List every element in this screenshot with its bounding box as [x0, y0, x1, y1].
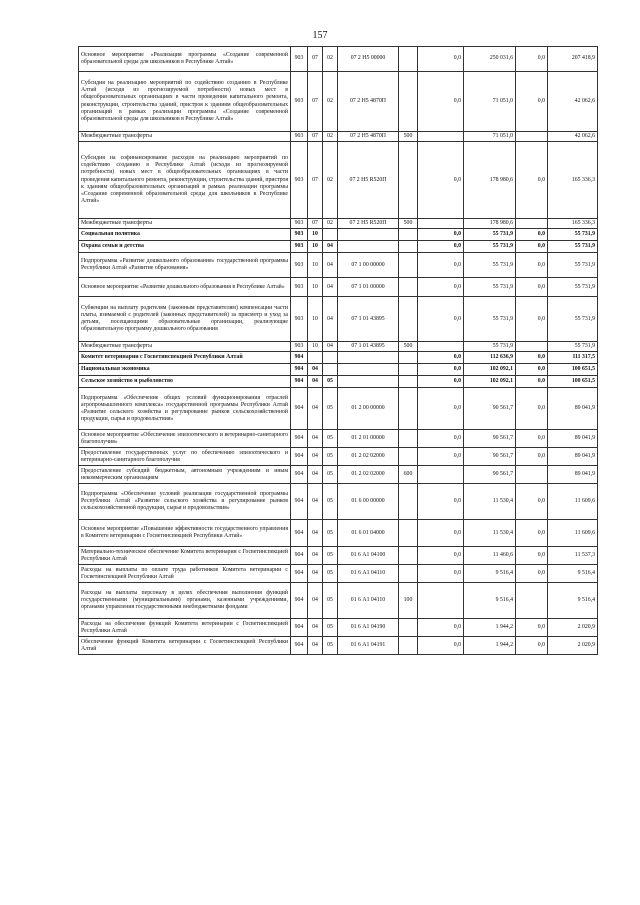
row-value-3 [516, 583, 548, 619]
row-value-2: 1 944,2 [464, 637, 516, 655]
row-subsection-code: 05 [323, 388, 338, 430]
row-target-article: 07 1 01 43895 [338, 342, 399, 352]
row-section-code: 04 [308, 547, 323, 565]
page-number: 157 [312, 30, 328, 41]
row-target-article: 01 6 01 04000 [338, 520, 399, 547]
row-subsection-code: 05 [323, 547, 338, 565]
row-value-1: 0,0 [418, 352, 464, 364]
table-row [79, 565, 598, 583]
row-section-code: 07 [308, 142, 323, 219]
row-gr-code: 904 [291, 388, 308, 430]
row-expense-type: 100 [399, 583, 418, 619]
row-target-article: 01 6 А1 04110 [338, 583, 399, 619]
row-gr-code: 903 [291, 297, 308, 342]
row-value-1 [418, 132, 464, 142]
row-value-2: 112 636,9 [464, 352, 516, 364]
row-name: Межбюджетные трансферты [79, 219, 291, 229]
row-gr-code: 903 [291, 219, 308, 229]
row-value-3: 0,0 [516, 520, 548, 547]
row-value-1: 0,0 [418, 364, 464, 376]
row-gr-code: 904 [291, 376, 308, 388]
row-name: Основное мероприятие «Повышение эффективности государственного управления в Комитете ветеринарии с Госветинспекцией Республики Алтай» [79, 520, 291, 547]
row-name: Национальная экономика [79, 364, 291, 376]
row-name: Субсидия на реализацию мероприятий по содействию созданию в Республике Алтай (исходя из прогнозируемой потребности) новых мест в общеобразовательных организациях в части проведения капитального ремонта, реконструкции, строительства зданий, пристроя к зданиям общеобразовательных организаций в рамках реализации программы «Создание современной образовательной среды для школьников в Республике Алтай» [79, 72, 291, 132]
row-target-article [338, 376, 399, 388]
row-value-1: 0,0 [418, 376, 464, 388]
row-section-code: 04 [308, 637, 323, 655]
row-value-3: 0,0 [516, 547, 548, 565]
row-name: Расходы на выплаты по оплате труда работников Комитета ветеринарии с Госветинспекцией Республики Алтай [79, 565, 291, 583]
row-section-code: 04 [308, 619, 323, 637]
table-row [79, 142, 598, 219]
row-expense-type: 500 [399, 219, 418, 229]
row-subsection-code: 05 [323, 520, 338, 547]
row-expense-type [399, 364, 418, 376]
row-name: Основное мероприятие «Развитие дошкольного образования в Республике Алтай» [79, 278, 291, 297]
row-value-4: 55 731,9 [548, 297, 598, 342]
row-value-4: 55 731,9 [548, 342, 598, 352]
row-value-4: 89 041,9 [548, 388, 598, 430]
row-subsection-code: 05 [323, 619, 338, 637]
table-row [79, 241, 598, 253]
row-expense-type: 500 [399, 342, 418, 352]
row-value-4: 89 041,9 [548, 448, 598, 466]
row-expense-type [399, 637, 418, 655]
row-value-2: 71 051,0 [464, 72, 516, 132]
row-section-code: 04 [308, 565, 323, 583]
table-row [79, 547, 598, 565]
row-target-article [338, 241, 399, 253]
row-section-code: 10 [308, 342, 323, 352]
row-value-2: 9 516,4 [464, 565, 516, 583]
row-gr-code: 903 [291, 342, 308, 352]
row-target-article: 07 2 Н5 4870П [338, 72, 399, 132]
row-value-1 [418, 219, 464, 229]
row-value-1: 0,0 [418, 448, 464, 466]
row-value-2: 55 731,9 [464, 342, 516, 352]
row-subsection-code: 04 [323, 278, 338, 297]
row-section-code: 04 [308, 583, 323, 619]
row-gr-code: 904 [291, 637, 308, 655]
row-name: Предоставление субсидий бюджетным, автономным учреждениям и иным некоммерческим организациям [79, 466, 291, 484]
row-value-4: 42 062,6 [548, 132, 598, 142]
row-target-article: 01 2 02 02000 [338, 466, 399, 484]
row-value-3: 0,0 [516, 448, 548, 466]
table-row [79, 297, 598, 342]
row-section-code: 10 [308, 253, 323, 278]
row-value-4: 111 317,5 [548, 352, 598, 364]
row-name: Социальная политика [79, 229, 291, 241]
row-value-1: 0,0 [418, 47, 464, 72]
row-gr-code: 903 [291, 132, 308, 142]
row-value-2: 102 092,1 [464, 376, 516, 388]
row-value-3: 0,0 [516, 637, 548, 655]
table-row [79, 278, 598, 297]
row-expense-type [399, 352, 418, 364]
table-row [79, 619, 598, 637]
row-target-article: 07 2 Н5 4870П [338, 132, 399, 142]
row-gr-code: 904 [291, 484, 308, 520]
row-gr-code: 904 [291, 352, 308, 364]
row-subsection-code: 05 [323, 430, 338, 448]
row-value-3 [516, 219, 548, 229]
row-value-4: 89 041,9 [548, 430, 598, 448]
table-row [79, 637, 598, 655]
row-target-article [338, 364, 399, 376]
row-subsection-code: 05 [323, 583, 338, 619]
row-value-2: 11 460,6 [464, 547, 516, 565]
row-value-1 [418, 342, 464, 352]
row-subsection-code: 02 [323, 219, 338, 229]
row-value-1: 0,0 [418, 241, 464, 253]
row-section-code: 07 [308, 132, 323, 142]
row-subsection-code [323, 352, 338, 364]
row-name: Охрана семьи и детства [79, 241, 291, 253]
row-value-1: 0,0 [418, 430, 464, 448]
row-value-4: 2 020,9 [548, 619, 598, 637]
row-value-1: 0,0 [418, 388, 464, 430]
row-expense-type [399, 547, 418, 565]
table-row [79, 376, 598, 388]
row-name: Подпрограмма «Развитие дошкольного образования» государственной программы Республики Алтай «Развитие образования» [79, 253, 291, 278]
row-value-4: 42 062,6 [548, 72, 598, 132]
row-name: Расходы на выплаты персоналу в целях обеспечения выполнения функций государственными (муниципальными) органами, казенными учреждениями, органами управления государственными внебюджетными фондами [79, 583, 291, 619]
row-target-article [338, 229, 399, 241]
row-gr-code: 903 [291, 253, 308, 278]
row-name: Комитет ветеринарии с Госветинспекцией Республики Алтай [79, 352, 291, 364]
table-row [79, 253, 598, 278]
row-value-1: 0,0 [418, 484, 464, 520]
row-subsection-code: 04 [323, 342, 338, 352]
row-expense-type: 500 [399, 132, 418, 142]
row-name: Основное мероприятие «Реализация программы «Создание современной образовательной среды для школьников в Республике Алтай» [79, 47, 291, 72]
row-value-2: 11 530,4 [464, 484, 516, 520]
row-section-code: 04 [308, 520, 323, 547]
row-section-code: 04 [308, 430, 323, 448]
row-target-article: 07 1 01 00000 [338, 278, 399, 297]
row-value-4: 165 336,3 [548, 142, 598, 219]
row-target-article: 01 2 01 00000 [338, 430, 399, 448]
row-subsection-code: 05 [323, 637, 338, 655]
row-expense-type [399, 619, 418, 637]
row-gr-code: 904 [291, 565, 308, 583]
row-value-3 [516, 342, 548, 352]
row-value-4: 9 516,4 [548, 565, 598, 583]
row-section-code: 07 [308, 219, 323, 229]
table-row [79, 352, 598, 364]
table-row [79, 47, 598, 72]
row-target-article: 01 6 А1 04100 [338, 547, 399, 565]
row-value-2: 71 051,0 [464, 132, 516, 142]
table-row [79, 229, 598, 241]
row-target-article: 07 2 Н5 R520П [338, 142, 399, 219]
row-expense-type [399, 484, 418, 520]
row-value-4: 89 041,9 [548, 466, 598, 484]
row-gr-code: 903 [291, 72, 308, 132]
row-gr-code: 904 [291, 364, 308, 376]
row-subsection-code: 04 [323, 241, 338, 253]
row-subsection-code [323, 364, 338, 376]
row-value-1: 0,0 [418, 637, 464, 655]
row-gr-code: 904 [291, 583, 308, 619]
row-name: Межбюджетные трансферты [79, 342, 291, 352]
row-gr-code: 904 [291, 547, 308, 565]
row-section-code: 10 [308, 278, 323, 297]
row-name: Расходы на обеспечение функций Комитета ветеринарии с Госветинспекцией Республики Алтай [79, 619, 291, 637]
row-value-2: 250 031,6 [464, 47, 516, 72]
row-gr-code: 903 [291, 241, 308, 253]
row-expense-type [399, 253, 418, 278]
row-subsection-code: 02 [323, 47, 338, 72]
row-target-article [338, 352, 399, 364]
row-value-4: 100 651,5 [548, 376, 598, 388]
row-expense-type [399, 388, 418, 430]
row-target-article: 01 2 02 02000 [338, 448, 399, 466]
row-gr-code: 904 [291, 619, 308, 637]
row-expense-type: 600 [399, 466, 418, 484]
row-gr-code: 903 [291, 142, 308, 219]
row-target-article: 01 6 А1 04110 [338, 565, 399, 583]
table-row [79, 342, 598, 352]
row-section-code: 04 [308, 364, 323, 376]
row-value-3: 0,0 [516, 229, 548, 241]
row-value-2: 55 731,9 [464, 278, 516, 297]
row-section-code: 10 [308, 241, 323, 253]
row-value-1: 0,0 [418, 297, 464, 342]
table-row [79, 466, 598, 484]
row-expense-type [399, 278, 418, 297]
row-value-4: 55 731,9 [548, 241, 598, 253]
row-subsection-code [323, 229, 338, 241]
row-expense-type [399, 430, 418, 448]
budget-table [78, 46, 598, 655]
row-target-article: 01 6 А1 04190 [338, 619, 399, 637]
row-subsection-code: 05 [323, 466, 338, 484]
row-gr-code: 904 [291, 466, 308, 484]
row-value-4: 11 609,6 [548, 484, 598, 520]
row-expense-type [399, 241, 418, 253]
row-value-4: 100 651,5 [548, 364, 598, 376]
row-section-code: 04 [308, 466, 323, 484]
row-subsection-code: 04 [323, 297, 338, 342]
row-value-4: 55 731,9 [548, 253, 598, 278]
row-gr-code: 904 [291, 430, 308, 448]
table-row [79, 448, 598, 466]
row-value-2: 9 516,4 [464, 583, 516, 619]
row-value-3: 0,0 [516, 72, 548, 132]
row-subsection-code: 05 [323, 484, 338, 520]
row-value-4: 11 537,3 [548, 547, 598, 565]
row-value-3: 0,0 [516, 565, 548, 583]
row-name: Подпрограмма «Обеспечение условий реализации государственной программы Республики Алтай «Развитие сельского хозяйства и регулирование рынков сельскохозяйственной продукции, сырья и продовольствия» [79, 484, 291, 520]
row-value-4: 165 336,3 [548, 219, 598, 229]
row-name: Межбюджетные трансферты [79, 132, 291, 142]
row-subsection-code: 05 [323, 376, 338, 388]
row-value-2: 90 561,7 [464, 466, 516, 484]
row-value-3: 0,0 [516, 297, 548, 342]
table-row [79, 132, 598, 142]
row-subsection-code: 02 [323, 132, 338, 142]
row-subsection-code: 05 [323, 565, 338, 583]
row-value-3: 0,0 [516, 241, 548, 253]
row-value-3: 0,0 [516, 142, 548, 219]
row-section-code: 07 [308, 47, 323, 72]
row-value-1: 0,0 [418, 142, 464, 219]
table-row [79, 583, 598, 619]
row-value-2: 55 731,9 [464, 241, 516, 253]
row-subsection-code: 02 [323, 142, 338, 219]
row-name: Предоставление государственных услуг по обеспечению эпизоотического и ветеринарно-санитарного благополучия [79, 448, 291, 466]
row-expense-type [399, 142, 418, 219]
row-value-2: 90 561,7 [464, 448, 516, 466]
row-expense-type [399, 448, 418, 466]
row-value-1: 0,0 [418, 278, 464, 297]
row-value-3: 0,0 [516, 364, 548, 376]
row-subsection-code: 04 [323, 253, 338, 278]
row-value-1 [418, 583, 464, 619]
row-value-2: 55 731,9 [464, 297, 516, 342]
table-row [79, 364, 598, 376]
row-value-1: 0,0 [418, 253, 464, 278]
row-gr-code: 903 [291, 47, 308, 72]
row-value-3: 0,0 [516, 430, 548, 448]
row-value-1: 0,0 [418, 547, 464, 565]
row-expense-type [399, 47, 418, 72]
row-value-1: 0,0 [418, 520, 464, 547]
row-gr-code: 904 [291, 448, 308, 466]
row-expense-type [399, 297, 418, 342]
table-row [79, 388, 598, 430]
row-target-article: 07 1 00 00000 [338, 253, 399, 278]
row-value-1: 0,0 [418, 72, 464, 132]
row-section-code: 04 [308, 388, 323, 430]
row-value-2: 178 980,6 [464, 219, 516, 229]
row-section-code: 04 [308, 448, 323, 466]
row-value-2: 90 561,7 [464, 388, 516, 430]
row-value-4: 11 609,6 [548, 520, 598, 547]
row-section-code: 04 [308, 376, 323, 388]
row-target-article: 01 6 00 00000 [338, 484, 399, 520]
row-value-1: 0,0 [418, 229, 464, 241]
row-gr-code: 904 [291, 520, 308, 547]
row-value-3: 0,0 [516, 253, 548, 278]
row-value-2: 1 944,2 [464, 619, 516, 637]
row-value-4: 2 020,9 [548, 637, 598, 655]
row-target-article: 07 2 Н5 R520П [338, 219, 399, 229]
row-value-3: 0,0 [516, 619, 548, 637]
row-name: Материально-техническое обеспечение Комитета ветеринарии с Госветинспекцией Республики Алтай [79, 547, 291, 565]
row-name: Субвенции на выплату родителям (законным представителям) компенсации части платы, взимаемой с родителей (законных представителей) за присмотр и уход за детьми, посещающими образовательные организации, реализующие образовательную программу дошкольного образования [79, 297, 291, 342]
row-value-4: 55 731,9 [548, 229, 598, 241]
row-expense-type [399, 565, 418, 583]
row-value-3: 0,0 [516, 278, 548, 297]
row-expense-type [399, 72, 418, 132]
row-value-3: 0,0 [516, 376, 548, 388]
row-gr-code: 903 [291, 229, 308, 241]
row-target-article: 07 2 Н5 00000 [338, 47, 399, 72]
row-target-article: 07 1 01 43895 [338, 297, 399, 342]
row-value-3: 0,0 [516, 352, 548, 364]
row-value-1: 0,0 [418, 565, 464, 583]
row-value-4: 207 418,9 [548, 47, 598, 72]
row-expense-type [399, 229, 418, 241]
row-value-2: 102 092,1 [464, 364, 516, 376]
row-section-code: 10 [308, 229, 323, 241]
row-value-3: 0,0 [516, 47, 548, 72]
row-name: Обеспечение функций Комитета ветеринарии с Госветинспекцией Республики Алтай [79, 637, 291, 655]
row-section-code: 04 [308, 484, 323, 520]
row-name: Сельское хозяйство и рыболовство [79, 376, 291, 388]
row-expense-type [399, 376, 418, 388]
row-value-2: 55 731,9 [464, 229, 516, 241]
row-section-code: 07 [308, 72, 323, 132]
row-value-2: 90 561,7 [464, 430, 516, 448]
row-value-1 [418, 466, 464, 484]
row-subsection-code: 02 [323, 72, 338, 132]
row-value-2: 55 731,9 [464, 253, 516, 278]
table-row [79, 219, 598, 229]
row-value-3: 0,0 [516, 484, 548, 520]
row-value-2: 11 530,4 [464, 520, 516, 547]
table-row [79, 484, 598, 520]
row-subsection-code: 05 [323, 448, 338, 466]
row-value-1: 0,0 [418, 619, 464, 637]
row-name: Основное мероприятие «Обеспечение эпизоотического и ветеринарно-санитарного благополучия» [79, 430, 291, 448]
row-value-2: 178 980,6 [464, 142, 516, 219]
row-value-4: 55 731,9 [548, 278, 598, 297]
table-row [79, 430, 598, 448]
row-name: Субсидия на софинансирование расходов на реализацию мероприятий по содействию созданию в Республике Алтай (исходя из прогнозируемой потребности) новых мест в общеобразовательных организациях в части проведения капитального ремонта, реконструкции, строительства зданий, пристроя к зданиям общеобразовательных организаций в рамках реализации программы «Создание современной образовательной среды для школьников в Республике Алтай» [79, 142, 291, 219]
row-target-article: 01 6 А1 04191 [338, 637, 399, 655]
row-value-4: 9 516,4 [548, 583, 598, 619]
row-expense-type [399, 520, 418, 547]
row-section-code: 10 [308, 297, 323, 342]
row-gr-code: 903 [291, 278, 308, 297]
table-row [79, 72, 598, 132]
row-target-article: 01 2 00 00000 [338, 388, 399, 430]
row-name: Подпрограмма «Обеспечение общих условий функционирования отраслей агропромышленного комплекса» государственной программы Республики Алтай «Развитие сельского хозяйства и регулирование рынков сельскохозяйственной продукции, сырья и продовольствия» [79, 388, 291, 430]
row-value-3 [516, 466, 548, 484]
row-value-3: 0,0 [516, 388, 548, 430]
table-row [79, 520, 598, 547]
row-section-code [308, 352, 323, 364]
row-value-3 [516, 132, 548, 142]
